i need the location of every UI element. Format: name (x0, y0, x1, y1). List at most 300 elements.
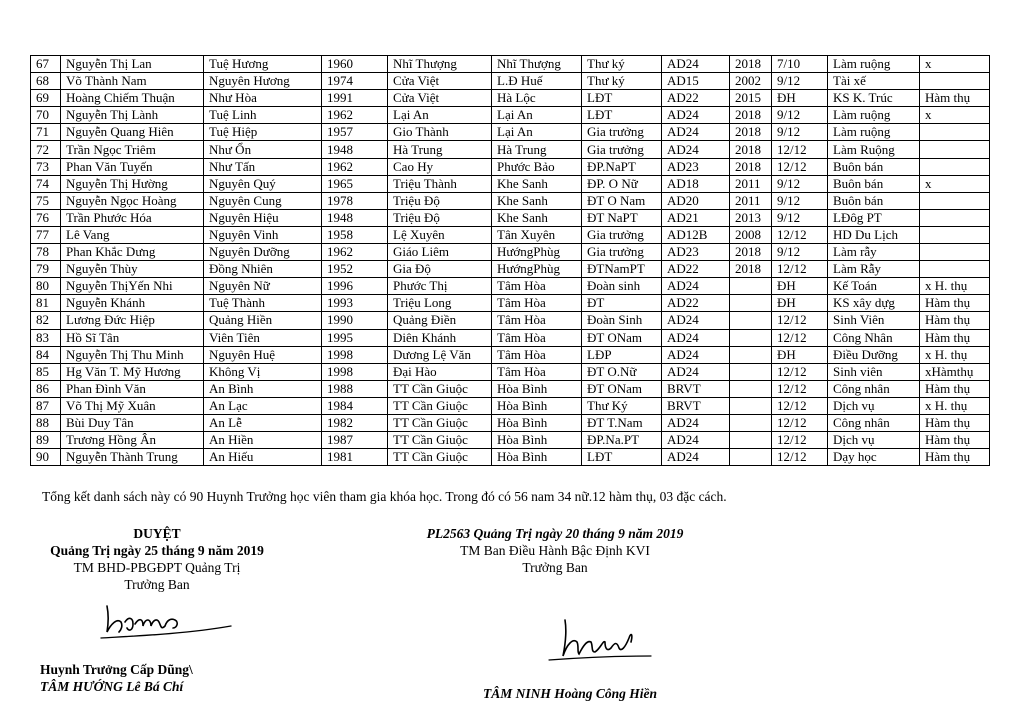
table-cell: 9/12 (772, 209, 828, 226)
table-cell: AD23 (662, 158, 730, 175)
table-cell: Hàm thụ (920, 90, 990, 107)
table-cell: 2018 (730, 244, 772, 261)
table-cell: 90 (31, 449, 61, 466)
table-cell: ĐT ONam (582, 380, 662, 397)
table-cell: 9/12 (772, 244, 828, 261)
table-cell: AD22 (662, 261, 730, 278)
table-cell: 1958 (322, 226, 388, 243)
table-cell: 1960 (322, 56, 388, 73)
table-row (31, 244, 990, 261)
table-cell: AD24 (662, 141, 730, 158)
table-cell: 12/12 (772, 226, 828, 243)
table-cell (920, 158, 990, 175)
table-cell (730, 432, 772, 449)
table-cell: Phước Bảo (492, 158, 582, 175)
table-cell: Buôn bán (828, 158, 920, 175)
table-cell: Điều Dưỡng (828, 346, 920, 363)
table-cell: AD24 (662, 124, 730, 141)
table-cell: Nguyễn Thị Hường (61, 175, 204, 192)
table-cell: Nguyễn Thị Thu Minh (61, 346, 204, 363)
table-cell: Thư Ký (582, 397, 662, 414)
table-cell: Hòa Bình (492, 414, 582, 431)
table-cell: Cửa Việt (388, 73, 492, 90)
table-cell: An Lễ (204, 414, 322, 431)
table-cell: Nguyễn Khánh (61, 295, 204, 312)
table-cell: 72 (31, 141, 61, 158)
table-row (31, 226, 990, 243)
right-signature (545, 612, 655, 664)
table-cell: AD24 (662, 363, 730, 380)
table-cell: 1952 (322, 261, 388, 278)
table-cell: LĐP (582, 346, 662, 363)
table-cell: 84 (31, 346, 61, 363)
table-cell: Hà Trung (388, 141, 492, 158)
table-row (31, 107, 990, 124)
table-cell: x H. thụ (920, 278, 990, 295)
table-row (31, 56, 990, 73)
table-cell: Lệ Xuyên (388, 226, 492, 243)
table-cell: 1993 (322, 295, 388, 312)
table-cell: Trần Phước Hóa (61, 209, 204, 226)
summary-text: Tổng kết danh sách này có 90 Huynh Trưởng học viên tham gia khóa học. Trong đó có 56 nam 34 nữ.12 hàm thụ, 03 đặc cách. (42, 489, 727, 504)
table-cell: Đồng Nhiên (204, 261, 322, 278)
table-cell: Làm rẫy (828, 244, 920, 261)
table-cell: Tân Xuyên (492, 226, 582, 243)
table-cell: 12/12 (772, 141, 828, 158)
table-row (31, 278, 990, 295)
table-cell: Tuệ Linh (204, 107, 322, 124)
table-cell: 2015 (730, 90, 772, 107)
left-signer-title: Huynh Trưởng Cấp Dũng\ (40, 662, 193, 677)
table-cell: Khe Sanh (492, 209, 582, 226)
table-cell: Giáo Liêm (388, 244, 492, 261)
table-row (31, 312, 990, 329)
table-cell: 76 (31, 209, 61, 226)
table-cell: Trương Hồng Ân (61, 432, 204, 449)
table-cell: Quảng Hiền (204, 312, 322, 329)
table-cell: Tài xế (828, 73, 920, 90)
table-cell: Phước Thị (388, 278, 492, 295)
table-cell: LĐT (582, 449, 662, 466)
table-cell: 12/12 (772, 329, 828, 346)
table-cell: Làm Ruộng (828, 141, 920, 158)
table-cell: Nguyễn Ngọc Hoàng (61, 192, 204, 209)
table-cell: Diên Khánh (388, 329, 492, 346)
table-cell: 69 (31, 90, 61, 107)
table-cell: Nguyễn ThịYến Nhi (61, 278, 204, 295)
table-cell: Khe Sanh (492, 192, 582, 209)
table-row (31, 346, 990, 363)
table-cell: Tâm Hòa (492, 312, 582, 329)
table-cell: AD15 (662, 73, 730, 90)
table-cell: 77 (31, 226, 61, 243)
table-cell: Hồ Sĩ Tân (61, 329, 204, 346)
table-cell: HướngPhùg (492, 244, 582, 261)
table-cell: Làm Rẫy (828, 261, 920, 278)
table-cell: Nguyên Vinh (204, 226, 322, 243)
table-cell: Hàm thụ (920, 329, 990, 346)
table-cell (920, 261, 990, 278)
table-cell: 78 (31, 244, 61, 261)
table-cell: TT Cần Giuộc (388, 432, 492, 449)
table-cell: ĐP.Na.PT (582, 432, 662, 449)
table-cell: xHàmthụ (920, 363, 990, 380)
table-cell (920, 226, 990, 243)
table-cell: TT Cần Giuộc (388, 449, 492, 466)
table-cell: 67 (31, 56, 61, 73)
table-cell: Triệu Thành (388, 175, 492, 192)
table-row (31, 175, 990, 192)
table-cell: Hòa Bình (492, 432, 582, 449)
table-cell: An Lạc (204, 397, 322, 414)
table-cell (730, 414, 772, 431)
table-cell: 71 (31, 124, 61, 141)
table-cell: Hg Văn T. Mỹ Hương (61, 363, 204, 380)
table-cell: ĐH (772, 295, 828, 312)
table-cell: 12/12 (772, 312, 828, 329)
table-cell: ĐP. O Nữ (582, 175, 662, 192)
table-cell: TT Cần Giuộc (388, 380, 492, 397)
table-cell: Đoàn Sinh (582, 312, 662, 329)
table-cell: Nguyễn Quang Hiên (61, 124, 204, 141)
table-cell: Nguyên Dưỡng (204, 244, 322, 261)
approval-block (22, 525, 292, 593)
table-cell: 12/12 (772, 449, 828, 466)
table-cell: Không Vị (204, 363, 322, 380)
table-cell (730, 329, 772, 346)
table-cell (920, 141, 990, 158)
table-cell (920, 244, 990, 261)
table-cell: AD21 (662, 209, 730, 226)
table-row (31, 261, 990, 278)
table-cell: An Bình (204, 380, 322, 397)
table-cell: 1982 (322, 414, 388, 431)
table-cell: Gia Độ (388, 261, 492, 278)
table-row (31, 192, 990, 209)
table-cell: AD24 (662, 346, 730, 363)
approval-title: DUYỆT (133, 526, 181, 541)
table-cell: 1957 (322, 124, 388, 141)
table-cell: 7/10 (772, 56, 828, 73)
table-row (31, 209, 990, 226)
table-row (31, 295, 990, 312)
table-cell: ĐT ONam (582, 329, 662, 346)
member-table (30, 55, 990, 466)
table-cell: Tuệ Thành (204, 295, 322, 312)
table-cell: AD22 (662, 90, 730, 107)
table-cell: 73 (31, 158, 61, 175)
table-cell: TT Cần Giuộc (388, 414, 492, 431)
table-cell: HD Du Lịch (828, 226, 920, 243)
table-cell: Hàm thụ (920, 432, 990, 449)
approval-date: Quảng Trị ngày 25 tháng 9 năm 2019 (50, 543, 264, 558)
table-cell: Võ Thị Mỹ Xuân (61, 397, 204, 414)
table-cell: 1948 (322, 141, 388, 158)
table-cell: AD20 (662, 192, 730, 209)
table-cell: 1987 (322, 432, 388, 449)
table-cell: 1988 (322, 380, 388, 397)
table-cell: Đại Hào (388, 363, 492, 380)
table-cell: 2002 (730, 73, 772, 90)
table-cell: Kế Toán (828, 278, 920, 295)
table-cell: 1965 (322, 175, 388, 192)
left-signer-name: TÂM HƯỚNG Lê Bá Chí (40, 679, 184, 694)
table-cell: ĐT O.Nữ (582, 363, 662, 380)
table-cell: Cao Hy (388, 158, 492, 175)
table-cell: Nguyễn Thị Lan (61, 56, 204, 73)
table-cell: 1998 (322, 363, 388, 380)
table-cell: Nguyên Cung (204, 192, 322, 209)
table-cell: 75 (31, 192, 61, 209)
left-signature (95, 596, 235, 644)
table-cell: Tuệ Hương (204, 56, 322, 73)
table-cell: AD18 (662, 175, 730, 192)
table-cell: 88 (31, 414, 61, 431)
table-row (31, 432, 990, 449)
table-cell: Làm ruộng (828, 56, 920, 73)
table-cell (730, 380, 772, 397)
table-cell: Nhĩ Thượng (388, 56, 492, 73)
table-cell: Gia trưởng (582, 226, 662, 243)
table-cell: L.Đ Huế (492, 73, 582, 90)
table-cell: 9/12 (772, 124, 828, 141)
table-cell: Hàm thụ (920, 295, 990, 312)
table-cell: LĐT (582, 107, 662, 124)
table-cell: AD24 (662, 312, 730, 329)
table-cell: 12/12 (772, 414, 828, 431)
table-cell: 86 (31, 380, 61, 397)
table-cell: Nguyên Nữ (204, 278, 322, 295)
table-cell: 1995 (322, 329, 388, 346)
table-cell: Lại An (388, 107, 492, 124)
table-cell: Công nhân (828, 414, 920, 431)
table-cell: 9/12 (772, 192, 828, 209)
table-cell: 87 (31, 397, 61, 414)
table-cell: 2018 (730, 124, 772, 141)
table-cell: 1962 (322, 158, 388, 175)
table-cell: 85 (31, 363, 61, 380)
table-cell: Hàm thụ (920, 449, 990, 466)
table-cell: Trần Ngọc Triêm (61, 141, 204, 158)
table-cell: Lê Vang (61, 226, 204, 243)
table-cell: KS xây dựg (828, 295, 920, 312)
table-cell (730, 278, 772, 295)
table-cell: Công Nhân (828, 329, 920, 346)
table-cell: 1991 (322, 90, 388, 107)
table-cell (920, 124, 990, 141)
table-cell: BRVT (662, 380, 730, 397)
table-cell: ĐP.NaPT (582, 158, 662, 175)
table-cell: Nguyễn Thị Lành (61, 107, 204, 124)
table-cell: ĐH (772, 346, 828, 363)
table-cell: Dịch vụ (828, 397, 920, 414)
table-cell: 2008 (730, 226, 772, 243)
table-cell: HướngPhùg (492, 261, 582, 278)
table-cell: AD24 (662, 432, 730, 449)
table-cell: 1990 (322, 312, 388, 329)
table-cell: Sinh viên (828, 363, 920, 380)
table-cell: Nguyễn Thành Trung (61, 449, 204, 466)
table-cell: Buôn bán (828, 175, 920, 192)
table-row (31, 380, 990, 397)
table-cell: Gia trưởng (582, 124, 662, 141)
table-cell: 9/12 (772, 107, 828, 124)
table-cell: x (920, 56, 990, 73)
table-cell: ĐT T.Nam (582, 414, 662, 431)
table-cell: Võ Thành Nam (61, 73, 204, 90)
table-cell: 2011 (730, 192, 772, 209)
table-cell (920, 73, 990, 90)
table-row (31, 124, 990, 141)
table-cell (730, 295, 772, 312)
table-cell: AD24 (662, 56, 730, 73)
table-cell: 12/12 (772, 158, 828, 175)
table-cell: Như Tấn (204, 158, 322, 175)
table-cell: Phan Đình Văn (61, 380, 204, 397)
table-cell: Tâm Hòa (492, 278, 582, 295)
table-cell: Phan Khắc Dưng (61, 244, 204, 261)
issuer-org: TM Ban Điều Hành Bậc Định KVI (460, 543, 650, 558)
table-cell: 1978 (322, 192, 388, 209)
table-cell: 1948 (322, 209, 388, 226)
table-cell: 2013 (730, 209, 772, 226)
table-cell: An Hiếu (204, 449, 322, 466)
table-cell: x H. thụ (920, 397, 990, 414)
table-cell: AD12B (662, 226, 730, 243)
table-cell: Gia trưởng (582, 244, 662, 261)
table-cell: 74 (31, 175, 61, 192)
table-cell: 2011 (730, 175, 772, 192)
table-cell: 12/12 (772, 363, 828, 380)
table-cell (730, 449, 772, 466)
table-cell: 2018 (730, 141, 772, 158)
table-cell: Phan Văn Tuyến (61, 158, 204, 175)
table-cell: AD24 (662, 107, 730, 124)
table-cell: Thư ký (582, 73, 662, 90)
table-cell: Quảng Điền (388, 312, 492, 329)
table-cell: Triệu Long (388, 295, 492, 312)
table-cell: 9/12 (772, 73, 828, 90)
issuer-role: Trưởng Ban (522, 560, 588, 575)
table-cell: Hòa Bình (492, 397, 582, 414)
table-cell: Làm ruộng (828, 107, 920, 124)
table-cell: 80 (31, 278, 61, 295)
table-cell: AD24 (662, 278, 730, 295)
table-row (31, 363, 990, 380)
table-cell: Làm ruộng (828, 124, 920, 141)
issuer-block (405, 525, 705, 576)
table-cell: x (920, 107, 990, 124)
table-cell: Cửa Việt (388, 90, 492, 107)
table-cell: Dịch vụ (828, 432, 920, 449)
table-cell (730, 346, 772, 363)
table-cell: x (920, 175, 990, 192)
table-cell: 2018 (730, 107, 772, 124)
table-cell: Nguyễn Thùy (61, 261, 204, 278)
table-row (31, 158, 990, 175)
table-cell: 68 (31, 73, 61, 90)
table-cell: 9/12 (772, 175, 828, 192)
approval-role: Trưởng Ban (124, 577, 190, 592)
table-row (31, 449, 990, 466)
approval-org: TM BHD-PBGĐPT Quảng Trị (73, 560, 241, 575)
table-cell: Hà Trung (492, 141, 582, 158)
table-cell: Nguyên Hương (204, 73, 322, 90)
table-cell (730, 363, 772, 380)
table-cell: Như Ổn (204, 141, 322, 158)
table-cell: 70 (31, 107, 61, 124)
table-cell: LĐôg PT (828, 209, 920, 226)
table-cell: AD24 (662, 329, 730, 346)
table-cell: TT Cần Giuộc (388, 397, 492, 414)
table-cell: 1998 (322, 346, 388, 363)
table-body (31, 56, 990, 466)
table-cell: 12/12 (772, 397, 828, 414)
table-cell: Hà Lộc (492, 90, 582, 107)
table-row (31, 73, 990, 90)
table-cell: Lương Đức Hiệp (61, 312, 204, 329)
table-cell: 1996 (322, 278, 388, 295)
table-cell: 89 (31, 432, 61, 449)
table-cell: BRVT (662, 397, 730, 414)
table-cell: ĐTNamPT (582, 261, 662, 278)
table-cell: Dương Lệ Văn (388, 346, 492, 363)
table-cell: ĐT (582, 295, 662, 312)
table-cell: Công nhân (828, 380, 920, 397)
table-cell: Viên Tiên (204, 329, 322, 346)
table-cell: Nguyên Huệ (204, 346, 322, 363)
table-cell (920, 209, 990, 226)
table-cell: 1981 (322, 449, 388, 466)
table-row (31, 329, 990, 346)
table-cell: ĐH (772, 278, 828, 295)
table-cell: An Hiền (204, 432, 322, 449)
table-cell: 82 (31, 312, 61, 329)
table-cell: 12/12 (772, 432, 828, 449)
left-signer (40, 661, 193, 695)
table-cell: 79 (31, 261, 61, 278)
table-cell: 1974 (322, 73, 388, 90)
table-cell: AD24 (662, 449, 730, 466)
table-cell: 2018 (730, 261, 772, 278)
table-cell: Tâm Hòa (492, 346, 582, 363)
table-row (31, 414, 990, 431)
table-cell: LĐT (582, 90, 662, 107)
table-cell: Tâm Hòa (492, 295, 582, 312)
right-signer-name: TÂM NINH Hoàng Công Hiền (483, 686, 658, 701)
table-row (31, 141, 990, 158)
table-cell: Tâm Hòa (492, 329, 582, 346)
table-cell: Hàm thụ (920, 414, 990, 431)
table-cell: 1984 (322, 397, 388, 414)
table-cell: 1962 (322, 107, 388, 124)
table-cell: Gia trưởng (582, 141, 662, 158)
table-cell: Hoàng Chiếm Thuận (61, 90, 204, 107)
table-cell: Bùi Duy Tân (61, 414, 204, 431)
table-cell: Tuệ Hiệp (204, 124, 322, 141)
table-cell: 2018 (730, 158, 772, 175)
table-cell (730, 397, 772, 414)
table-cell: ĐT NaPT (582, 209, 662, 226)
table-cell: Gio Thành (388, 124, 492, 141)
table-cell: Triệu Độ (388, 209, 492, 226)
table-cell: 83 (31, 329, 61, 346)
table-cell: 12/12 (772, 380, 828, 397)
table-cell: Sinh Viên (828, 312, 920, 329)
table-cell: Dạy học (828, 449, 920, 466)
table-cell (920, 192, 990, 209)
table-cell: Buôn bán (828, 192, 920, 209)
